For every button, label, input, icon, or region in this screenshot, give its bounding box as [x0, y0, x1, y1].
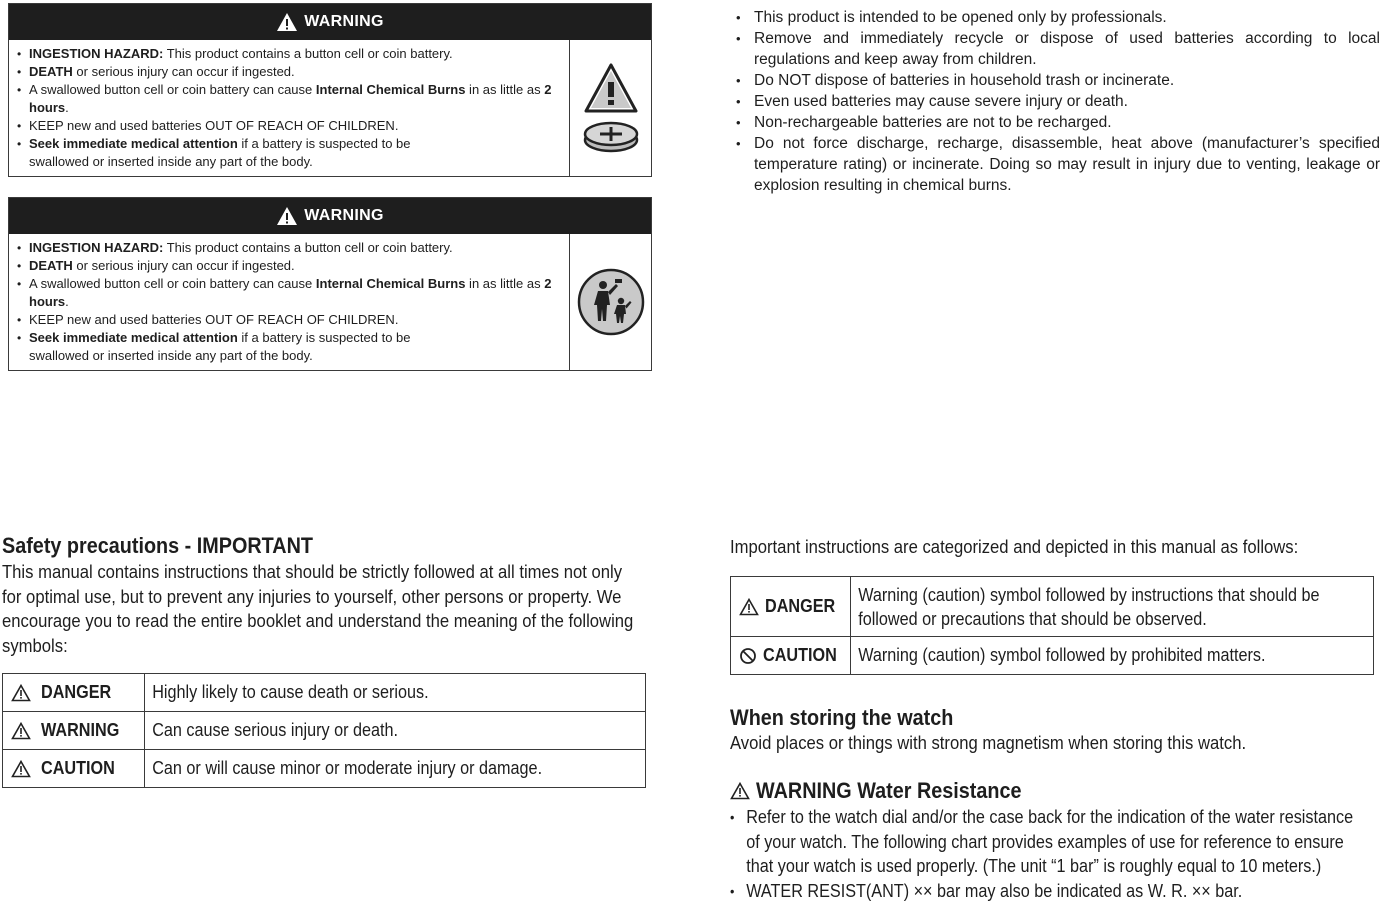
table-row: WARNING Can cause serious injury or death. — [3, 712, 646, 750]
list-item: • A swallowed button cell or coin battery can cause Internal Chemical Burns in as little as 2 hours. — [9, 275, 569, 311]
safety-paragraph: This manual contains instructions that should be strictly followed at all times not only for optimal use, but to prevent any injuries to yourself, other persons or property. We encourage you to read the entire booklet and understand the meaning of the following symbols: — [2, 561, 634, 656]
table-cell: Warning (caution) symbol followed by instructions that should be followed or precautions that should be observed. — [858, 584, 1320, 629]
table-row: CAUTION Warning (caution) symbol followed by prohibited matters. — [731, 637, 1374, 675]
table-cell: Can or will cause minor or moderate injury or damage. — [152, 758, 543, 778]
warning-triangle-icon — [11, 760, 31, 778]
battery-instructions-list — [732, 7, 1380, 196]
warning-triangle-icon — [276, 206, 298, 226]
list-item: • INGESTION HAZARD: This product contains a button cell or coin battery. — [9, 239, 569, 257]
warning-box-2 — [8, 197, 652, 371]
warning-triangle-icon — [11, 722, 31, 740]
warning-title: WARNING — [304, 13, 384, 30]
list-item: • Seek immediate medical attention if a battery is suspected to be swallowed or inserted inside any part of the body. — [9, 329, 569, 365]
list-item: • Remove and immediately recycle or dispose of used batteries according to local regulations and keep away from children. — [732, 28, 1380, 70]
list-item: • This product is intended to be opened only by professionals. — [732, 7, 1380, 28]
warning-triangle-icon — [11, 684, 31, 702]
list-item: • Do NOT dispose of batteries in household trash or incinerate. — [732, 70, 1380, 91]
list-item: • Even used batteries may cause severe injury or death. — [732, 91, 1380, 112]
water-resistance-list — [730, 805, 1378, 903]
list-item: • Refer to the watch dial and/or the case back for the indication of the water resistance of your watch. The following chart provides examples of use for reference to ensure that your watch is used properly. (The unit “1 bar” is roughly equal to 10 meters.) — [730, 805, 1378, 879]
list-item: • KEEP new and used batteries OUT OF REACH OF CHILDREN. — [9, 311, 569, 329]
warning-triangle-icon — [583, 62, 639, 114]
warning-triangle-icon — [730, 782, 750, 800]
table-cell: Can cause serious injury or death. — [152, 720, 399, 740]
list-item: • INGESTION HAZARD: This product contains a button cell or coin battery. — [9, 45, 569, 63]
storing-text: Avoid places or things with strong magnetism when storing this watch. — [730, 732, 1247, 753]
instructions-intro: Important instructions are categorized and depicted in this manual as follows: — [730, 536, 1299, 557]
safety-title: Safety precautions - IMPORTANT — [2, 533, 313, 558]
warning-box-1 — [8, 3, 652, 177]
list-item: • Non-rechargeable batteries are not to be recharged. — [732, 112, 1380, 133]
warning-triangle-icon — [739, 598, 759, 616]
storing-title: When storing the watch — [730, 705, 954, 730]
prohibited-icon — [739, 647, 757, 665]
warning-header — [9, 4, 651, 40]
table-cell: Highly likely to cause death or serious. — [152, 682, 429, 702]
table-cell: Warning (caution) symbol followed by prohibited matters. — [858, 645, 1266, 665]
list-item: • Seek immediate medical attention if a battery is suspected to be swallowed or inserted inside any part of the body. — [9, 135, 569, 171]
warning-triangle-icon — [276, 12, 298, 32]
water-resistance-heading — [730, 778, 1051, 804]
table-row: CAUTION Can or will cause minor or moderate injury or damage. — [3, 750, 646, 788]
table-row: DANGER Warning (caution) symbol followed by instructions that should be followed or precautions that should be observed. — [731, 577, 1374, 637]
water-resistance-title: WARNING Water Resistance — [756, 778, 1022, 803]
keep-away-from-children-icon — [577, 268, 645, 336]
table-row: DANGER Highly likely to cause death or serious. — [3, 674, 646, 712]
list-item: • Do not force discharge, recharge, disassemble, heat above (manufacturer’s specified temperature rating) or incinerate. Doing so may result in injury due to venting, leakage or explosion resulting in chemical burns. — [732, 133, 1380, 196]
safety-symbols-table — [2, 673, 646, 788]
warning-header — [9, 198, 651, 234]
warning-title: WARNING — [304, 207, 384, 224]
list-item: • KEEP new and used batteries OUT OF REACH OF CHILDREN. — [9, 117, 569, 135]
list-item: • DEATH or serious injury can occur if ingested. — [9, 63, 569, 81]
coin-battery-icon — [582, 120, 640, 154]
list-item: • WATER RESIST(ANT) ×× bar may also be indicated as W. R. ×× bar. — [730, 879, 1378, 904]
instructions-table — [730, 576, 1374, 675]
list-item: • DEATH or serious injury can occur if ingested. — [9, 257, 569, 275]
list-item: • A swallowed button cell or coin battery can cause Internal Chemical Burns in as little as 2 hours. — [9, 81, 569, 117]
